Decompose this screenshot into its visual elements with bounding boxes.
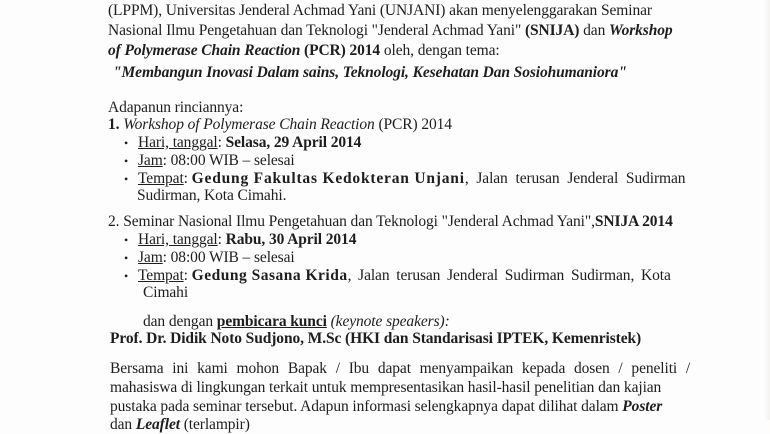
intro-line-3 (108, 42, 500, 60)
place-label: Tempat (138, 267, 184, 284)
leaflet-label: Leaflet (135, 416, 180, 433)
closing-text-3a: pustaka pada seminar tersebut. Adapun informasi selengkapnya dapat dilihat dalam (110, 398, 619, 415)
event-1-place: • Tempat: Gedung Fakultas Kedokteran Unjani , Jalan terusan Jenderal Sudirman (124, 170, 686, 187)
intro-line-1 (108, 2, 654, 20)
intro-text-2c: dan (583, 22, 606, 39)
closing-line-2: mahasiswa di lingkungan terkait untuk mempresentasikan hasil-hasil penelitian dan kajian (110, 379, 662, 396)
closing-text-1: Bersama ini kami mohon Bapak / Ibu dapat menyampaikan kepada dosen / peneliti / (110, 360, 691, 377)
bullet-icon: • (124, 136, 129, 150)
pcr-full-name: of Polymerase Chain Reaction (108, 42, 301, 59)
intro-text-2a: Nasional Ilmu Pengetahuan dan Teknologi "Jenderal Achmad Yani" (108, 22, 522, 39)
event-1-place-cont: Sudirman, Kota Cimahi. (137, 187, 287, 204)
poster-label: Poster (622, 398, 663, 415)
date-label: Hari, tanggal (138, 134, 218, 151)
closing-line-1 (110, 360, 691, 378)
event-1-time: • Jam: 08:00 WIB – selesai (124, 152, 295, 169)
closing-line-3 (110, 398, 662, 416)
event-2-place: • Tempat: Gedung Sasana Krida , Jalan terusan Jenderal Sudirman Sudirman, Kota (124, 267, 671, 284)
keynote-lead: dan dengan (143, 313, 214, 330)
event-2-date: • Hari, tanggal: Rabu, 30 April 2014 (124, 231, 357, 248)
event-1-title (108, 116, 452, 134)
bullet-icon: • (124, 233, 129, 247)
time-label: Jam (138, 249, 163, 266)
bullet-icon: • (124, 251, 129, 265)
event-1-number: 1. (108, 116, 120, 133)
event-1-title-italic: Workshop of Polymerase Chain Reaction (123, 116, 375, 133)
event-1-title-rest: (PCR) 2014 (378, 116, 452, 133)
intro-line-2 (108, 22, 673, 40)
bullet-icon: • (124, 269, 129, 283)
theme-quote: "Membangun Inovasi Dalam sains, Teknologi, Kesehatan Dan Sosiohumaniora" (113, 64, 627, 81)
closing-line-4 (110, 416, 250, 434)
keynote-label: pembicara kunci (216, 313, 327, 330)
scan-edge-shadow (764, 0, 770, 420)
intro-text-1: (LPPM), Universitas Jenderal Achmad Yani (UNJANI) akan menyelenggarakan Seminar (108, 2, 652, 19)
event-2-place-cont: Cimahi (143, 284, 189, 301)
date-value: Selasa, 29 April 2014 (225, 134, 362, 151)
attached-note: (terlampir) (183, 416, 250, 433)
time-label: Jam (138, 152, 163, 169)
time-value: 08:00 WIB – selesai (170, 249, 295, 266)
place-label: Tempat (138, 170, 184, 187)
date-label: Hari, tanggal (138, 231, 218, 248)
place-address: , Jalan terusan Jenderal Sudirman Sudirman, Kota (347, 267, 671, 284)
time-value: 08:00 WIB – selesai (170, 152, 295, 169)
closing-text-4a: dan (110, 416, 133, 433)
details-heading: Adapanun rinciannya: (108, 99, 244, 116)
keynote-intro (143, 313, 450, 331)
bullet-icon: • (124, 172, 129, 186)
intro-text-3c: oleh, dengan tema: (383, 42, 500, 59)
event-1-date: • Hari, tanggal: Selasa, 29 April 2014 (124, 134, 362, 151)
event-2-title-bold: SNIJA 2014 (594, 213, 673, 230)
workshop-label: Workshop (609, 22, 673, 39)
pcr-year: (PCR) 2014 (304, 42, 381, 59)
snija-abbrev: (SNIJA) (524, 22, 580, 39)
place-address: , Jalan terusan Jenderal Sudirman (464, 170, 686, 187)
event-2-time: • Jam: 08:00 WIB – selesai (124, 249, 295, 266)
place-venue: Gedung Fakultas Kedokteran Unjani (191, 170, 465, 187)
keynote-speaker: Prof. Dr. Didik Noto Sudjono, M.Sc (HKI dan Standarisasi IPTEK, Kemenristek) (110, 330, 642, 347)
event-2-title-plain: Seminar Nasional Ilmu Pengetahuan dan Teknologi "Jenderal Achmad Yani", (123, 213, 595, 230)
place-venue: Gedung Sasana Krida (191, 267, 348, 284)
event-2-title (108, 213, 673, 231)
keynote-label-en: (keynote speakers): (330, 313, 450, 330)
date-value: Rabu, 30 April 2014 (225, 231, 357, 248)
event-2-number: 2. (108, 213, 120, 230)
bullet-icon: • (124, 154, 129, 168)
